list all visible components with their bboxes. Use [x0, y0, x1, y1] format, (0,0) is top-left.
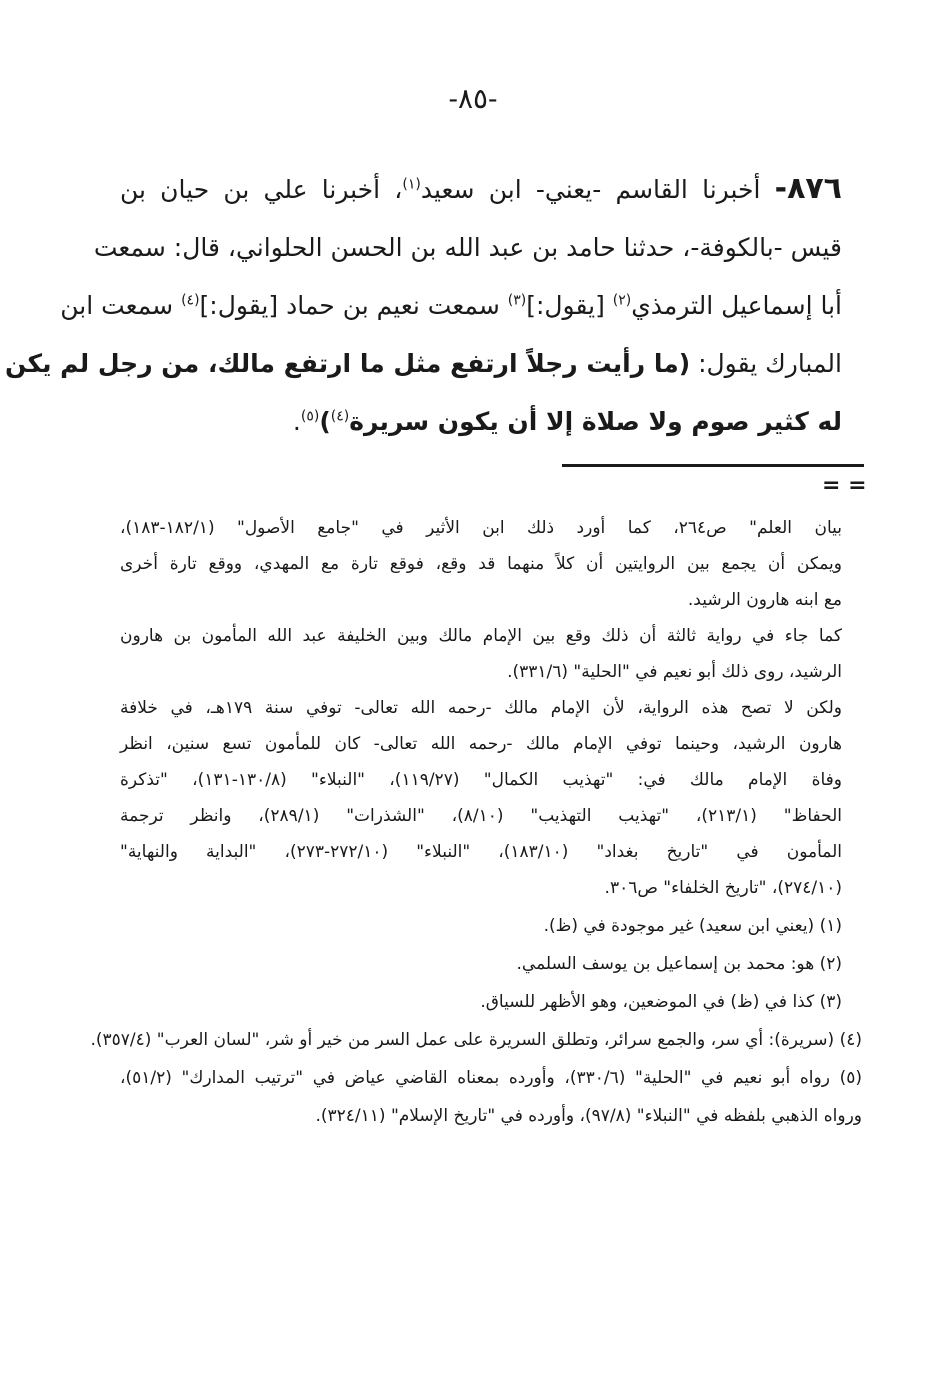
hadith-text-segment: [يقول:] [526, 291, 613, 320]
period: . [292, 407, 301, 436]
footnote-ref: (٤) [181, 292, 200, 309]
footnote-2: (٢) هو: محمد بن إسماعيل بن يوسف السلمي. [516, 954, 842, 974]
commentary-line: ولكن لا تصح هذه الرواية، لأن الإمام مالك -رحمه الله تعالى- توفي سنة ١٧٩هـ، في خلافة [120, 698, 842, 718]
footnote-5: (٥) رواه أبو نعيم في "الحلية" (٣٣٠/٦)، وأورده بمعناه القاضي عياض في "ترتيب المدارك" (٥١/٢)، [120, 1068, 862, 1088]
footnote-ref: (١) [402, 176, 421, 193]
hadith-line-2 [93, 219, 842, 277]
commentary-line: (٢٧٤/١٠)، "تاريخ الخلفاء" ص٣٠٦. [604, 878, 842, 898]
commentary-line: مع ابنه هارون الرشيد. [687, 590, 842, 610]
commentary-line: هارون الرشيد، وحينما توفي الإمام مالك -رحمه الله تعالى- كان للمأمون تسع سنين، انظر [120, 734, 842, 754]
hadith-number: ٨٧٦- [774, 171, 842, 206]
footnote-3: (٣) كذا في (ظ) في الموضعين، وهو الأظهر للسياق. [480, 992, 842, 1012]
footnote-ref: (٣) [507, 292, 527, 309]
commentary-line: بيان العلم" ص٢٦٤، كما أورد ذلك ابن الأثير في "جامع الأصول" (١٨٢/١-١٨٣)، [120, 518, 842, 538]
commentary-line: وفاة الإمام مالك في: "تهذيب الكمال" (١١٩/٢٧)، "النبلاء" (١٣٠/٨-١٣١)، "تذكرة [120, 770, 843, 790]
footnote-ref: (٢) [612, 292, 632, 309]
hadith-text-segment: أخبرنا القاسم -يعني- ابن سعيد [420, 175, 761, 204]
hadith-line-5 [120, 393, 842, 451]
commentary-line: كما جاء في رواية ثالثة أن ذلك وقع بين الإمام مالك وبين الخليفة عبد الله المأمون بن هارون [120, 626, 842, 646]
hadith-text-segment: أبا إسماعيل الترمذي [631, 291, 842, 320]
hadith-text-segment: قيس -بالكوفة-، حدثنا حامد بن عبد الله بن الحسن الحلواني، قال: سمعت [93, 233, 842, 262]
hadith-line-3 [60, 277, 842, 335]
commentary-line: الحفاظ" (٢١٣/١)، "تهذيب التهذيب" (٨/١٠)، "الشذرات" (٢٨٩/١)، وانظر ترجمة [120, 806, 842, 826]
continuation-mark: = = [822, 473, 867, 498]
hadith-line-1 [120, 160, 842, 219]
footnote-ref: (٤) [330, 408, 350, 425]
footnote-separator [562, 464, 864, 467]
closing-paren: ) [319, 407, 331, 436]
footnotes-section [90, 510, 862, 1134]
hadith-text [5, 160, 842, 451]
quoted-saying: (ما رأيت رجلاً ارتفع مثل ما ارتفع مالك، من رجل لم يكن [5, 349, 691, 378]
footnote-4: (٤) (سريرة): أي سر، والجمع سرائر، وتطلق السريرة على عمل السر من خير أو شر، "لسان العرب" (٣٥٧/٤). [90, 1030, 862, 1050]
page-number: -٨٥- [448, 82, 498, 115]
footnote-ref: (٥) [300, 408, 320, 425]
commentary-line: المأمون في "تاريخ بغداد" (١٨٣/١٠)، "النبلاء" (٢٧٢/١٠-٢٧٣)، "البداية والنهاية" [120, 842, 842, 862]
commentary-line: ويمكن أن يجمع بين الروايتين أن كلاً منهما قد وقع، فوقع تارة مع المهدي، ووقع تارة أخرى [120, 554, 842, 574]
footnote-1: (١) (يعني ابن سعيد) غير موجودة في (ظ). [543, 916, 842, 936]
hadith-line-4 [5, 335, 842, 393]
footnote-5-continued: ورواه الذهبي بلفظه في "النبلاء" (٩٧/٨)، وأورده في "تاريخ الإسلام" (٣٢٤/١١). [315, 1106, 862, 1126]
commentary-line: الرشيد، روى ذلك أبو نعيم في "الحلية" (٣٣١/٦). [507, 662, 842, 682]
quoted-saying-end: له كثير صوم ولا صلاة إلا أن يكون سريرة [349, 407, 842, 436]
hadith-text-segment: سمعت ابن [60, 291, 182, 320]
hadith-text-segment: سمعت نعيم بن حماد [يقول:] [199, 291, 508, 320]
hadith-text-segment: المبارك يقول: [690, 349, 842, 378]
hadith-text-segment: ، أخبرنا علي بن حيان بن [120, 175, 403, 204]
